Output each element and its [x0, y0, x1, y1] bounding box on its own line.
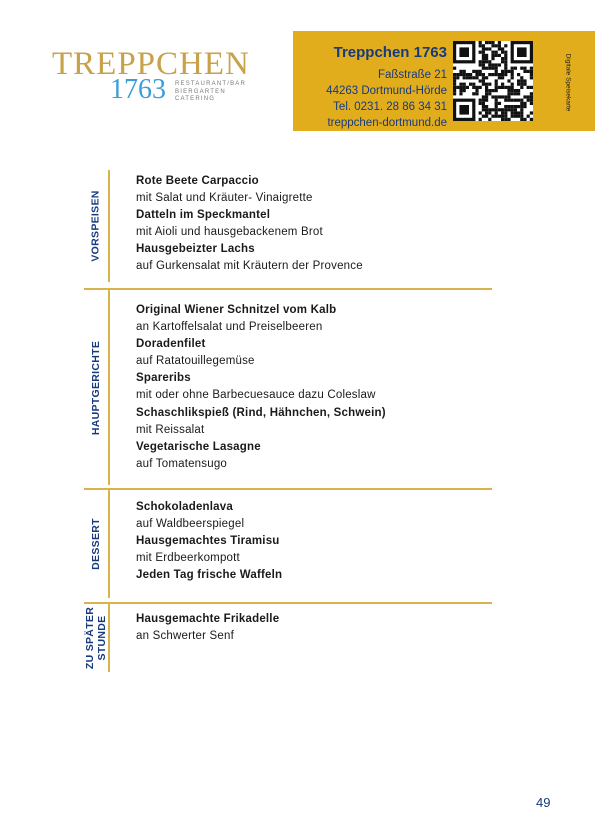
logo-subtitle-line: CATERING [175, 96, 216, 102]
logo-subtitle-line: BIERGARTEN [175, 88, 226, 95]
logo-subtitle [175, 81, 246, 104]
menu-item-name: Schokoladenlava [136, 501, 233, 513]
section-label-text [84, 607, 108, 669]
section-items-zu-spaeter-stunde [136, 611, 279, 645]
menu-item-name: Doradenfilet [136, 338, 206, 351]
contact-box [293, 31, 595, 131]
menu-item-desc: auf Gurkensalat mit Kräutern der Provence [136, 260, 363, 273]
menu-item-name: Hausgemachtes Tiramisu [136, 535, 280, 548]
section-divider [84, 288, 492, 290]
section-divider [84, 602, 492, 604]
menu-item-desc: mit Aioli und hausgebackenem Brot [136, 226, 323, 239]
menu-item-desc: an Kartoffelsalat und Preiselbeeren [136, 321, 323, 334]
page-number: 49 [536, 795, 551, 810]
section-label-line: ZU SPÄTER [84, 606, 96, 670]
menu-item-name: Vegetarische Lasagne [136, 440, 261, 453]
section-divider-vertical [108, 290, 110, 485]
menu-item-desc: mit Reissalat [136, 423, 205, 436]
contact-street: Faßstraße 21 [377, 69, 447, 81]
menu-item-desc: auf Tomatensugo [136, 457, 228, 470]
section-label-line: STUNDE [96, 615, 108, 661]
menu-item-name: Hausgebeizter Lachs [136, 243, 255, 256]
section-divider-vertical [108, 490, 110, 598]
contact-website[interactable]: treppchen-dortmund.de [327, 117, 447, 129]
section-label-vorspeisen [84, 170, 108, 282]
menu-item-desc: mit Salat und Kräuter- Vinaigrette [136, 192, 313, 205]
section-items-hauptgerichte [136, 302, 386, 473]
contact-phone[interactable]: Tel. 0231. 28 86 34 31 [333, 101, 447, 113]
logo-wordmark: TREPPCHEN [52, 46, 250, 82]
menu-item-name: Datteln im Speckmantel [136, 209, 271, 222]
section-items-dessert [136, 499, 282, 584]
logo-subtitle-line: RESTAURANT/BAR [175, 81, 247, 87]
section-divider-vertical [108, 170, 110, 282]
logo-year: 1763 [110, 74, 166, 105]
section-label-hauptgerichte [84, 290, 108, 485]
menu-item-desc: auf Ratatouillegemüse [136, 355, 255, 368]
logo [52, 46, 252, 108]
section-label-text: DESSERT [90, 518, 103, 570]
section-label-dessert [84, 490, 108, 598]
contact-title: Treppchen 1763 [333, 44, 447, 61]
qr-code-icon[interactable] [453, 41, 533, 121]
qr-caption: Digitale Speisekarte [564, 53, 572, 112]
menu-item-name: Jeden Tag frische Waffeln [136, 569, 283, 582]
menu-item-name: Schaschlikspieß (Rind, Hähnchen, Schwein) [136, 406, 386, 419]
contact-details [326, 44, 447, 131]
menu-item-desc: auf Waldbeerspiegel [136, 518, 245, 531]
menu-item-name: Spareribs [136, 372, 191, 385]
menu-item-desc: mit Erdbeerkompott [136, 552, 240, 565]
section-divider-vertical [108, 604, 110, 672]
menu-item-name: Hausgemachte Frikadelle [136, 613, 280, 625]
menu-item-desc: an Schwerter Senf [136, 630, 235, 643]
menu-item-name: Rote Beete Carpaccio [136, 175, 259, 187]
menu-item-desc: mit oder ohne Barbecuesauce dazu Coleslaw [136, 389, 376, 402]
section-label-text: VORSPEISEN [90, 190, 102, 262]
menu-item-name: Original Wiener Schnitzel vom Kalb [136, 304, 337, 316]
section-divider [84, 488, 492, 490]
contact-city: 44263 Dortmund-Hörde [326, 85, 447, 97]
section-items-vorspeisen [136, 173, 363, 276]
section-label-text: HAUPTGERICHTE [90, 340, 103, 435]
